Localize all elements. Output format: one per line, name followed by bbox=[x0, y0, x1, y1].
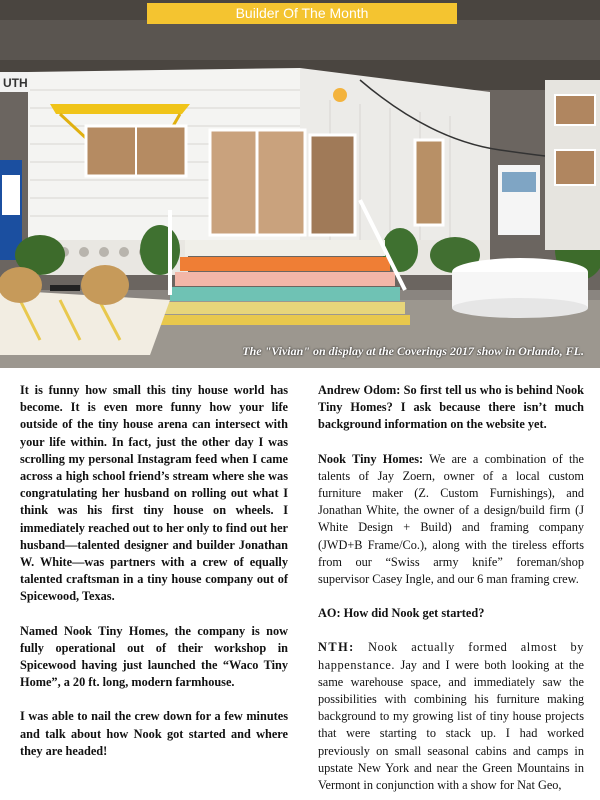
intro-paragraph: It is funny how small this tiny house world has become. It is even more funny how your life outside of the tiny house arena can intersect with your life within. In fact, just the other day I was scrolling my personal Instagram feed when I came across a high school friend’s stream where she was congratulating her husband on rolling out what I think was his first tiny house on wheels. I immediately reached out to her only to find out her husband—talented designer and builder Jonathan W. White—was partners with a crew of equally talented craftsman in a tiny house company out of Spicewood, Texas. bbox=[20, 383, 288, 604]
answer-1 bbox=[318, 451, 584, 589]
answer-2-text-lead: Nook actually formed almost by happenstance. bbox=[318, 640, 584, 672]
question-1: Andrew Odom: So first tell us who is behind Nook Tiny Homes? I ask because there isn’t much background information on the website yet. bbox=[318, 383, 584, 432]
answer-2-text: Jay and I were both looking at the same warehouse space, and immediately saw the possibilities with combining his furniture making background to my growing list of tiny house projects that were starting to stack up. I had worked previously on small seasonal cabins and camps in upstate New York and near the Green Mountains in Vermont in conjunction with a show for Nat Geo, bbox=[318, 657, 584, 793]
company-paragraph: Named Nook Tiny Homes, the company is now fully operational out of their workshop in Spicewood having just launched the “Waco Tiny Home”, a 20 ft. long, modern farmhouse. bbox=[20, 623, 288, 690]
question-2: AO: How did Nook get started? bbox=[318, 606, 485, 621]
section-banner: Builder Of The Month bbox=[147, 3, 457, 24]
lead-in-paragraph: I was able to nail the crew down for a few minutes and talk about how Nook got started and where they are headed! bbox=[20, 709, 288, 758]
answer-1-speaker: Nook Tiny Homes: bbox=[318, 451, 424, 466]
answer-2 bbox=[318, 639, 584, 794]
left-column bbox=[20, 382, 288, 777]
booth-sign-text: UTH bbox=[3, 76, 28, 90]
photo-caption: The "Vivian" on display at the Coverings 2017 show in Orlando, FL. bbox=[242, 344, 584, 358]
right-column bbox=[318, 382, 584, 800]
hero-photo bbox=[0, 0, 600, 368]
answer-1-text: We are a combination of the talents of Jay Zoern, owner of a local custom furniture maker (Z. Custom Furnishings), and Jonathan White, the owner of a design/build firm (J White Design + Build) and framing company (JWD+B Frame/Co.), along with the tireless efforts from our “Swiss army knife” foreman/shop supervisor Casey Ingle, and our 6 man framing crew. bbox=[318, 451, 584, 587]
answer-2-speaker: NTH: bbox=[318, 640, 355, 655]
